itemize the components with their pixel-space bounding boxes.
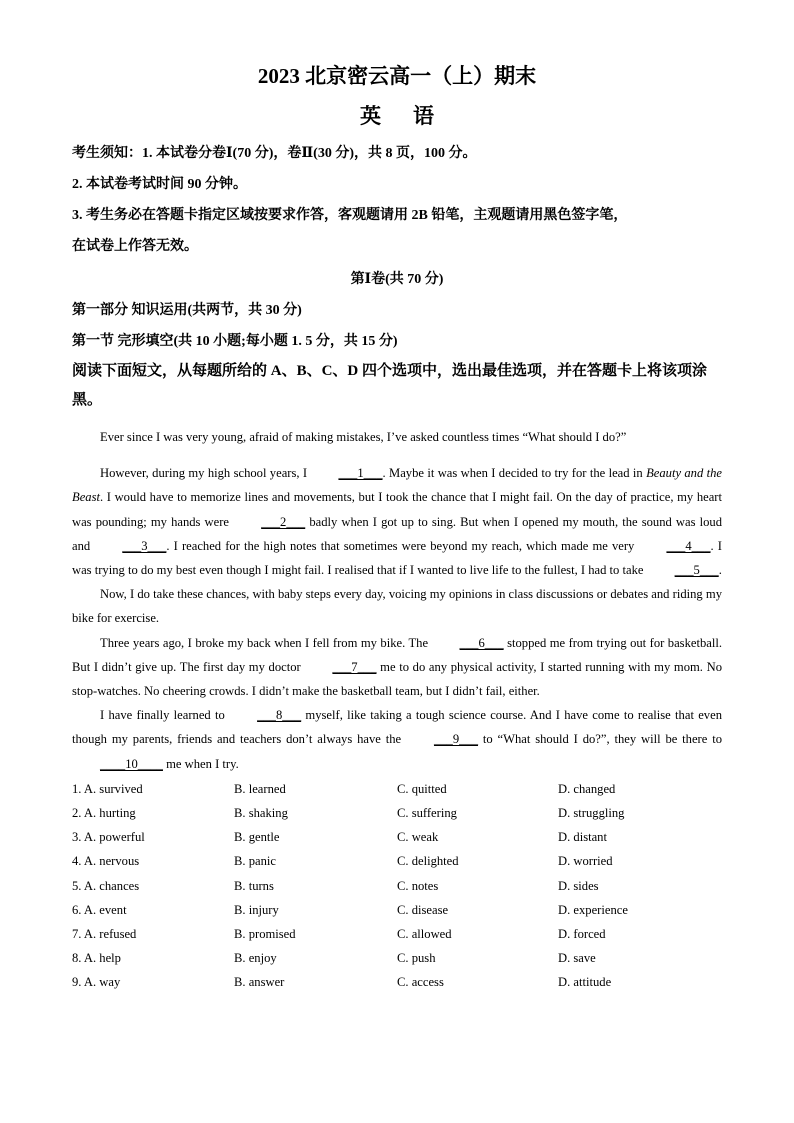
option-a: 8. A. help — [72, 951, 121, 966]
cloze-instruction: 阅读下面短文，从每题所给的 A、B、C、D 四个选项中，选出最佳选项，并在答题卡上将该项涂黑。 — [72, 363, 708, 408]
option-b: B. gentle — [234, 830, 280, 845]
blank-2: ___2___ — [261, 514, 306, 529]
option-d: D. sides — [558, 878, 599, 893]
option-c: C. push — [397, 951, 436, 966]
play-title: Beauty and the Beast — [72, 466, 723, 505]
option-row-8 — [72, 946, 722, 970]
option-b: B. shaking — [234, 806, 288, 821]
blank-4: ___4___ — [666, 538, 711, 553]
passage-text: me when I try. — [162, 756, 239, 771]
blank-3: ___3___ — [122, 538, 167, 553]
passage-text: myself, like taking a tough science course. And I have come to realise that even though my parents, friends and teachers don’t always have the — [72, 708, 722, 747]
option-d: D. distant — [558, 830, 607, 845]
passage-paragraph-4 — [72, 703, 722, 776]
notice-line-1: 考生须知：1. 本试卷分卷Ⅰ(70 分)，卷Ⅱ(30 分)，共 8 页，100 分。 — [72, 146, 477, 161]
part-heading: 第一部分 知识运用(共两节，共 30 分) — [72, 303, 302, 318]
volume-heading: 第Ⅰ卷(共 70 分) — [350, 272, 444, 287]
option-b: B. answer — [234, 975, 285, 990]
cloze-passage — [72, 425, 722, 776]
option-a: 2. A. hurting — [72, 806, 136, 821]
passage-text: Three years ago, I broke my back when I fell from my bike. The — [100, 635, 432, 650]
option-a: 9. A. way — [72, 975, 121, 990]
option-c: C. delighted — [397, 854, 459, 869]
passage-text: . I was trying to do my best even though I might fail. I realised that if I wanted to live life to the fullest, I had to take — [72, 538, 722, 578]
option-row-6 — [72, 898, 722, 922]
option-b: B. injury — [234, 902, 279, 917]
option-d: D. forced — [558, 927, 606, 942]
option-a: 3. A. powerful — [72, 830, 145, 845]
option-row-3 — [72, 825, 722, 849]
blank-8: ___8___ — [257, 708, 302, 723]
passage-text: . — [718, 563, 722, 578]
answer-options — [72, 777, 722, 995]
blank-9: ___9___ — [433, 732, 479, 747]
option-c: C. access — [397, 975, 444, 990]
option-c: C. weak — [397, 830, 439, 845]
blank-1: ___1___ — [338, 466, 383, 481]
exam-page — [72, 60, 722, 995]
subject-char-1: 英 — [360, 104, 381, 128]
option-b: B. panic — [234, 854, 276, 869]
option-a: 6. A. event — [72, 902, 127, 917]
blank-10: ____10____ — [100, 756, 163, 771]
passage-text: However, during my high school years, I — [100, 466, 311, 481]
passage-paragraph-0: Ever since I was very young, afraid of making mistakes, I’ve asked countless times “What should I do?” — [100, 430, 627, 444]
passage-text: I have finally learned to — [100, 708, 230, 723]
passage-paragraph-2: Now, I do take these chances, with baby steps every day, voicing my opinions in class discussions or debates and riding my bike for exercise. — [72, 587, 722, 626]
option-c: C. suffering — [397, 806, 457, 821]
option-a: 5. A. chances — [72, 878, 140, 893]
notice-line-2: 2. 本试卷考试时间 90 分钟。 — [72, 177, 247, 192]
option-a: 7. A. refused — [72, 927, 137, 942]
passage-text: to “What should I do?”, they will be there to — [478, 732, 722, 747]
passage-text: . I would have to memorize lines and movements, but I took the chance that I might fail. On the day of practice, my heart was pounding; my hands were — [72, 490, 722, 529]
option-c: C. notes — [397, 878, 439, 893]
notice-line-4: 在试卷上作答无效。 — [72, 239, 198, 254]
passage-text: me to do any physical activity, I started running with my mom. No stop-watches. No cheering crowds. I didn’t make the basketball team, but I didn’t fail, either. — [72, 659, 722, 699]
option-d: D. save — [558, 951, 596, 966]
option-b: B. turns — [234, 878, 274, 893]
subject-title — [72, 100, 722, 132]
subject-char-2: 语 — [413, 104, 434, 128]
option-b: B. promised — [234, 927, 296, 942]
passage-paragraph-3 — [72, 631, 722, 704]
option-d: D. struggling — [558, 806, 625, 821]
exam-title: 2023 北京密云高一（上）期末 — [257, 64, 537, 88]
option-row-1 — [72, 777, 722, 801]
notice-line-3: 3. 考生务必在答题卡指定区域按要求作答，客观题请用 2B 铅笔，主观题请用黑色签字笔， — [72, 208, 628, 223]
passage-paragraph-1 — [72, 461, 722, 582]
blank-6: ___6___ — [459, 635, 504, 650]
option-row-4 — [72, 849, 722, 873]
option-row-2 — [72, 801, 722, 825]
passage-text: stopped me from trying out for basketball. But I didn’t give up. The first day my doctor — [72, 635, 722, 674]
option-a: 1. A. survived — [72, 781, 143, 796]
blank-5: ___5___ — [674, 563, 719, 578]
option-row-7 — [72, 922, 722, 946]
blank-7: ___7___ — [332, 659, 377, 674]
option-d: D. attitude — [558, 975, 612, 990]
option-a: 4. A. nervous — [72, 854, 140, 869]
option-c: C. disease — [397, 902, 449, 917]
option-b: B. learned — [234, 781, 286, 796]
passage-text: badly when I got up to sing. But when I opened my mouth, the sound was loud and — [72, 514, 722, 553]
option-row-5 — [72, 874, 722, 898]
option-b: B. enjoy — [234, 951, 277, 966]
passage-text: . Maybe it was when I decided to try for the lead in — [382, 466, 647, 481]
exam-notice — [72, 138, 722, 262]
option-row-9 — [72, 970, 722, 994]
option-d: D. experience — [558, 902, 628, 917]
option-c: C. allowed — [397, 927, 452, 942]
option-d: D. changed — [558, 781, 616, 796]
subsection-heading: 第一节 完形填空(共 10 小题;每小题 1. 5 分，共 15 分) — [72, 334, 398, 349]
passage-text: . I reached for the high notes that sometimes were beyond my reach, which made me very — [166, 538, 639, 553]
option-c: C. quitted — [397, 781, 447, 796]
option-d: D. worried — [558, 854, 613, 869]
